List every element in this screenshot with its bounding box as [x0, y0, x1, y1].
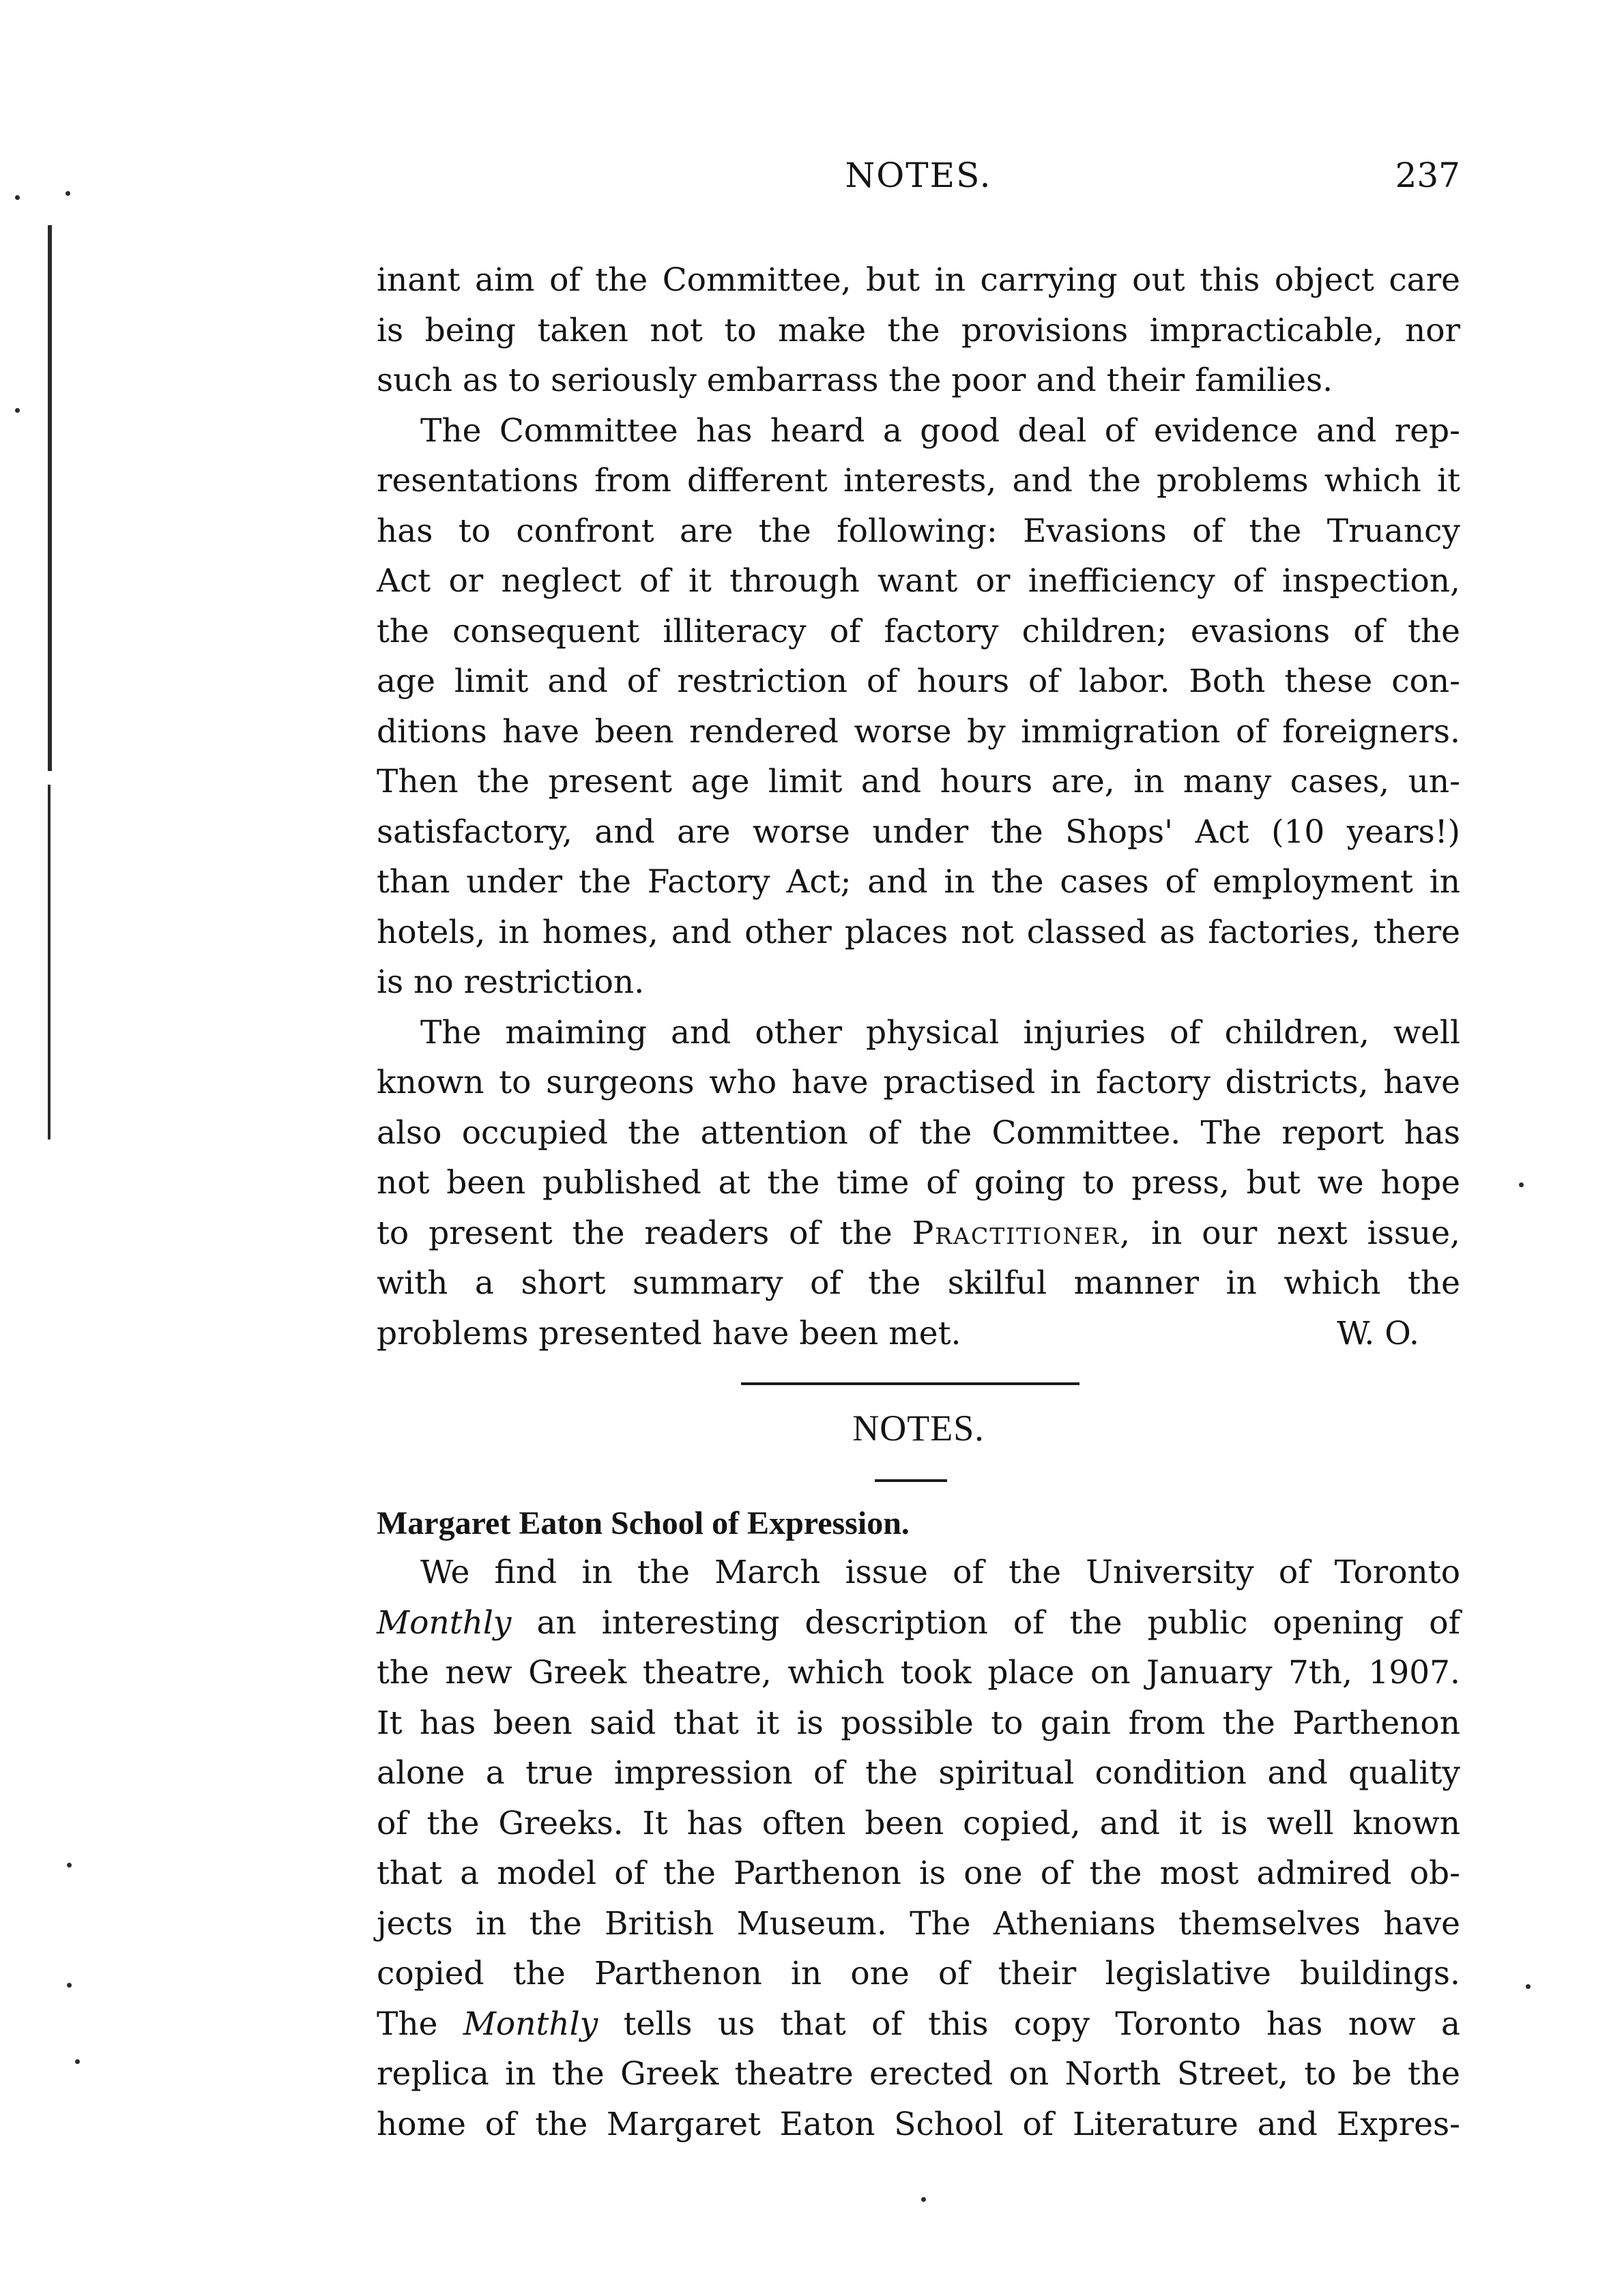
page-number: 237 — [1395, 156, 1460, 195]
text-fragment: tells us that of this copy Toronto has now a — [623, 2005, 1460, 2043]
text-line: age limit and of restriction of hours of labor. Both these con- — [377, 663, 1460, 700]
scan-speck — [1519, 1182, 1524, 1187]
heading-rule — [875, 1479, 947, 1482]
text-line: copied the Parthenon in one of their legislative buildings. — [377, 1955, 1460, 1992]
text-line: The Committee has heard a good deal of evidence and rep- — [420, 411, 1460, 450]
section-divider — [741, 1382, 1079, 1385]
text-fragment: problems presented have been met. — [377, 1314, 961, 1352]
publication-name: Monthly — [377, 1603, 512, 1642]
text-line: jects in the British Museum. The Athenians themselves have — [377, 1904, 1460, 1943]
scan-speck — [75, 2059, 80, 2064]
text-line: with a short summary of the skilful manner in which the — [377, 1264, 1460, 1302]
section-heading: NOTES. — [852, 1408, 985, 1449]
text-line: hotels, in homes, and other places not classed as factories, there — [377, 913, 1460, 951]
journal-name: Practitioner, — [912, 1214, 1132, 1252]
scan-speck — [67, 1983, 72, 1988]
text-fragment: an interesting description of the public opening of — [536, 1603, 1460, 1642]
binding-edge-shadow — [48, 225, 52, 771]
text-line: Then the present age limit and hours are, in many cases, un- — [377, 763, 1460, 800]
text-line — [377, 1999, 1460, 2050]
text-line: known to surgeons who have practised in factory districts, have — [377, 1064, 1460, 1101]
scan-speck — [15, 195, 20, 200]
subsection-heading: Margaret Eaton School of Expression. — [377, 1505, 910, 1541]
notes-text — [377, 1547, 1460, 2149]
author-signature: W. O. — [1337, 1314, 1419, 1352]
text-line — [377, 1598, 1460, 1648]
text-line: than under the Factory Act; and in the cases of employment in — [377, 863, 1460, 901]
text-line: also occupied the attention of the Committee. The report has — [377, 1114, 1460, 1152]
text-line: resentations from different interests, and the problems which it — [377, 462, 1460, 499]
scan-speck — [15, 408, 20, 413]
text-line: alone a true impression of the spiritual condition and quality — [377, 1754, 1460, 1792]
text-fragment: to present the readers of the — [377, 1214, 893, 1252]
text-fragment: in our next issue, — [1151, 1214, 1460, 1252]
text-line: not been published at the time of going to press, but we hope — [377, 1164, 1460, 1202]
running-title: NOTES. — [845, 156, 992, 195]
text-line: ditions have been rendered worse by immigration of foreigners. — [377, 712, 1460, 751]
text-line: such as to seriously embarrass the poor and their families. — [377, 362, 1333, 399]
text-line: that a model of the Parthenon is one of the most admired ob- — [377, 1855, 1460, 1892]
scan-speck — [921, 2197, 926, 2202]
text-line-signed — [377, 1309, 1460, 1359]
text-line: is being taken not to make the provisions impracticable, nor — [377, 311, 1460, 349]
text-line: We find in the March issue of the University of Toronto — [420, 1554, 1460, 1591]
text-line: of the Greeks. It has often been copied, and it is well known — [377, 1804, 1460, 1842]
text-line: inant aim of the Committee, but in carrying out this object care — [377, 261, 1460, 299]
text-line: the consequent illiteracy of factory children; evasions of the — [377, 612, 1460, 650]
text-line: the new Greek theatre, which took place on January 7th, 1907. — [377, 1654, 1460, 1691]
text-line — [377, 1208, 1460, 1259]
text-line: replica in the Greek theatre erected on North Street, to be the — [377, 2055, 1460, 2093]
binding-edge-shadow — [48, 785, 50, 1139]
text-line: Act or neglect of it through want or inefficiency of inspection, — [377, 562, 1460, 600]
scan-speck — [1526, 1984, 1531, 1989]
text-fragment: The — [377, 2005, 438, 2043]
scan-speck — [66, 191, 70, 196]
text-line: It has been said that it is possible to gain from the Parthenon — [377, 1704, 1460, 1742]
running-header — [377, 156, 1460, 203]
text-line: home of the Margaret Eaton School of Literature and Expres- — [377, 2105, 1460, 2143]
publication-name: Monthly — [463, 2005, 598, 2043]
text-line: The maiming and other physical injuries of children, well — [420, 1013, 1460, 1051]
text-line: has to confront are the following: Evasions of the Truancy — [377, 512, 1460, 550]
text-line: satisfactory, and are worse under the Shops' Act (10 years!) — [377, 813, 1460, 851]
text-line: is no restriction. — [377, 963, 645, 1001]
scan-speck — [67, 1863, 72, 1868]
committee-report-text — [377, 255, 1460, 1358]
